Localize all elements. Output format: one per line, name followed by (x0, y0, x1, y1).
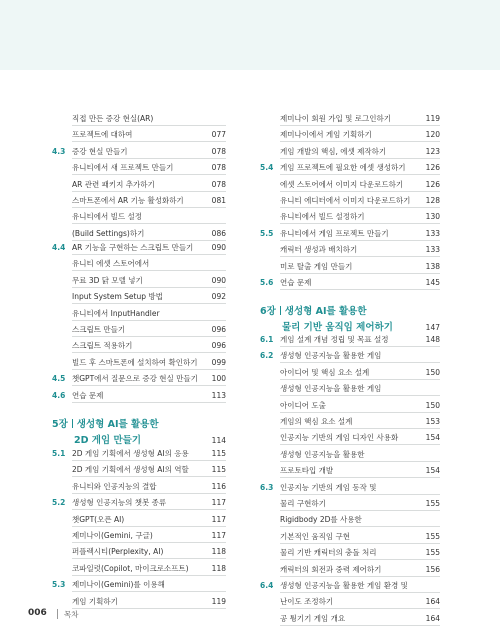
entry-page: 128 (425, 196, 440, 205)
toc-section-entry (260, 349, 440, 363)
entry-page: 118 (211, 547, 226, 557)
toc-entry (260, 546, 440, 560)
section-number: 4.4 (52, 243, 66, 252)
toc-entry (52, 562, 226, 576)
section-number: 6.1 (260, 335, 274, 344)
entry-page: 099 (211, 357, 226, 367)
chapter-heading (260, 304, 367, 320)
toc-entry (260, 595, 440, 609)
entry-page: 154 (425, 433, 440, 443)
entry-title: 유니티에서 새 프로젝트 만들기 (72, 163, 174, 173)
chapter-page: 147 (425, 323, 440, 332)
entry-page: 148 (425, 335, 440, 344)
entry-page: 145 (425, 278, 440, 287)
entry-title: 퍼플렉시티(Perplexity, AI) (72, 547, 164, 557)
toc-entry (260, 194, 440, 208)
section-number: 5.1 (52, 449, 66, 458)
entry-page: 150 (425, 367, 440, 377)
toc-entry (52, 595, 226, 609)
section-number: 4.6 (52, 390, 66, 400)
entry-page: 078 (211, 146, 226, 156)
toc-entry (260, 399, 440, 413)
entry-title: 코파일럿(Copilot, 마이크로소프트) (72, 563, 189, 573)
toc-section-entry (52, 389, 226, 403)
entry-title: 제미나이 회원 가입 및 로그인하기 (280, 114, 391, 123)
entry-title: (Build Settings)하기 (72, 228, 145, 238)
toc-section-entry (52, 578, 226, 592)
entry-title: 빌드 후 스마트폰에 설치하여 확인하기 (72, 357, 198, 367)
entry-page: 117 (211, 531, 226, 540)
chapter-title-line1: 생성형 AI를 활용한 (284, 306, 367, 317)
toc-section-entry (260, 161, 440, 175)
entry-title: 게임 개발의 핵심, 에셋 제작하기 (280, 146, 387, 156)
section-number: 6.2 (260, 351, 274, 361)
entry-title: 유니티에서 InputHandler (72, 308, 160, 318)
toc-entry (52, 112, 226, 126)
entry-page: 126 (425, 163, 440, 173)
entry-page: 164 (425, 597, 440, 607)
toc-entry (52, 480, 226, 494)
entry-title: 스마트폰에서 AR 기능 활성화하기 (72, 196, 184, 205)
entry-title: 생성형 인공지능을 활용한 게임 (280, 351, 382, 361)
entry-page: 155 (425, 548, 440, 558)
entry-title: 제미나이(Gemini, 구글) (72, 531, 153, 540)
entry-page: 096 (211, 325, 226, 334)
entry-title: 스크립트 적용하기 (72, 341, 133, 351)
entry-title: 증강 현실 만들기 (72, 146, 128, 156)
entry-title: 프로토타입 개발 (280, 466, 334, 476)
toc-section-entry (260, 227, 440, 241)
chapter-divider (72, 419, 73, 428)
entry-title: 연습 문제 (72, 390, 104, 400)
entry-title: 인공지능 기반의 게임 디자인 사용화 (280, 433, 399, 443)
entry-title: Rigidbody 2D를 사용한 (280, 515, 362, 525)
entry-page: 090 (211, 275, 226, 285)
entry-page: 133 (425, 245, 440, 255)
toc-entry (52, 227, 226, 241)
entry-page: 116 (211, 481, 226, 491)
toc-section-entry (260, 579, 440, 593)
entry-page: 081 (211, 196, 226, 205)
entry-title: 2D 게임 기획에서 생성형 AI의 응용 (72, 449, 189, 458)
entry-title: AR 관련 패키지 추가하기 (72, 179, 155, 189)
toc-entry (52, 178, 226, 192)
footer-label: 목차 (64, 610, 79, 619)
entry-page: 130 (425, 212, 440, 222)
toc-entry (260, 431, 440, 445)
entry-page: 117 (211, 498, 226, 508)
entry-title: 유니티에서 빌드 설정 (72, 212, 142, 222)
section-number: 5.2 (52, 498, 66, 508)
toc-entry (52, 463, 226, 477)
toc-section-entry (260, 481, 440, 495)
entry-title: 게임 설계 개념 정립 및 목표 설정 (280, 335, 389, 344)
toc-entry (260, 210, 440, 224)
toc-entry (260, 497, 440, 511)
toc-entry (260, 448, 440, 462)
entry-title: 유니티에서 빌드 설정하기 (280, 212, 365, 222)
toc-entry (260, 415, 440, 429)
toc-entry (260, 366, 440, 380)
toc-entry (260, 563, 440, 577)
toc-entry (52, 210, 226, 224)
toc-entry (260, 128, 440, 142)
section-number: 5.4 (260, 163, 274, 173)
entry-title: 인공지능 기반의 게임 동작 및 (280, 482, 377, 492)
toc-entry (52, 161, 226, 175)
section-number: 5.5 (260, 228, 274, 238)
entry-page: 077 (211, 130, 226, 140)
entry-title: 난이도 조정하기 (280, 597, 334, 607)
toc-section-entry (52, 241, 226, 255)
section-number: 6.3 (260, 482, 274, 492)
entry-page: 155 (425, 499, 440, 508)
page-number: 006 (28, 608, 47, 618)
header-band (0, 0, 500, 70)
chapter-label: 6장 (260, 306, 276, 317)
entry-title: 유니티 에셋 스토어에서 (72, 259, 150, 269)
section-number: 5.6 (260, 278, 274, 287)
toc-entry (52, 339, 226, 353)
toc-entry (260, 612, 440, 626)
entry-title: Input System Setup 방법 (72, 292, 163, 302)
toc-entry (52, 194, 226, 208)
toc-entry (52, 529, 226, 543)
chapter-page: 114 (211, 436, 226, 445)
entry-title: 미로 탈출 게임 만들기 (280, 261, 353, 271)
toc-entry (52, 356, 226, 370)
entry-title: 제미나이(Gemini)를 이용해 (72, 580, 165, 590)
footer-divider (57, 609, 58, 619)
entry-title: 공 튕기기 게임 개요 (280, 613, 346, 623)
chapter-title-line1: 생성형 AI를 활용한 (76, 419, 159, 430)
toc-entry (260, 464, 440, 478)
toc-entry (52, 323, 226, 337)
entry-page: 120 (425, 130, 440, 140)
entry-title: 물리 구현하기 (280, 499, 326, 508)
entry-page: 118 (211, 563, 226, 573)
toc-section-entry (52, 496, 226, 510)
entry-title: 유니티에서 게임 프로젝트 만들기 (280, 228, 389, 238)
entry-title: 생성형 인공지능의 챗봇 종류 (72, 498, 167, 508)
toc-entry (52, 274, 226, 288)
entry-page: 153 (425, 417, 440, 426)
entry-page: 113 (211, 390, 226, 400)
entry-page: 155 (425, 531, 440, 541)
section-number: 6.4 (260, 581, 274, 590)
entry-page: 078 (211, 179, 226, 189)
entry-page: 119 (425, 114, 440, 123)
entry-page: 119 (211, 596, 226, 606)
toc-entry (260, 145, 440, 159)
entry-title: 생성형 인공지능을 활용한 게임 환경 및 (280, 581, 408, 590)
toc-entry (52, 257, 226, 271)
toc-entry (52, 128, 226, 142)
chapter-divider (280, 306, 281, 315)
entry-title: 유니티와 인공지능의 결합 (72, 481, 157, 491)
toc-entry (260, 112, 440, 126)
entry-title: 아이디어 및 핵심 요소 설계 (280, 367, 370, 377)
entry-title: 제미나이에서 게임 기획하기 (280, 130, 372, 140)
section-number: 5.3 (52, 580, 66, 590)
toc-entry (260, 243, 440, 257)
toc-entry (52, 545, 226, 559)
entry-page: 150 (425, 400, 440, 410)
toc-section-entry (260, 333, 440, 347)
toc-section-entry (52, 372, 226, 386)
entry-title: 무료 3D 닭 모델 넣기 (72, 275, 143, 285)
toc-entry (260, 260, 440, 274)
toc-entry (52, 290, 226, 304)
entry-page: 123 (425, 146, 440, 156)
entry-page: 100 (211, 374, 226, 384)
entry-page: 078 (211, 163, 226, 173)
entry-title: 게임 기획하기 (72, 596, 118, 606)
entry-page: 117 (211, 514, 226, 524)
entry-title: 게임 프로젝트에 필요한 에셋 생성하기 (280, 163, 406, 173)
entry-title: 캐릭터 생성과 배치하기 (280, 245, 358, 255)
entry-title: AR 기능을 구현하는 스크립트 만들기 (72, 243, 194, 252)
toc-entry (260, 530, 440, 544)
entry-title: 연습 문제 (280, 278, 312, 287)
toc-entry (260, 178, 440, 192)
entry-title: 기본적인 움직임 구현 (280, 531, 350, 541)
entry-title: 직접 만든 증강 현실(AR) (72, 114, 154, 123)
toc-entry (52, 513, 226, 527)
entry-page: 138 (425, 261, 440, 271)
chapter-title-line2: 물리 기반 움직임 제어하기 147 (282, 320, 440, 336)
toc-entry (52, 307, 226, 321)
section-number: 4.3 (52, 146, 66, 156)
entry-title: 게임의 핵심 요소 설계 (280, 417, 353, 426)
entry-page: 115 (211, 449, 226, 458)
entry-title: 스크립트 만들기 (72, 325, 126, 334)
toc-entry (260, 382, 440, 396)
entry-page: 096 (211, 341, 226, 351)
toc-section-entry (52, 447, 226, 461)
entry-page: 154 (425, 466, 440, 476)
entry-page: 115 (211, 465, 226, 475)
entry-title: 물리 기반 캐릭터의 충돌 처리 (280, 548, 377, 558)
entry-title: 에셋 스토어에서 이미지 다운로드하기 (280, 179, 404, 189)
entry-page: 090 (211, 243, 226, 252)
entry-page: 133 (425, 228, 440, 238)
toc-section-entry (52, 145, 226, 159)
chapter-label: 5장 (52, 419, 68, 430)
entry-title: 챗GPT(오픈 AI) (72, 514, 125, 524)
chapter-title-line2: 2D 게임 만들기 114 (74, 433, 226, 449)
entry-title: 챗GPT에서 질문으로 증강 현실 만들기 (72, 374, 198, 384)
entry-page: 126 (425, 179, 440, 189)
entry-title: 생성형 인공지능을 활용한 (280, 449, 365, 459)
entry-page: 156 (425, 564, 440, 574)
entry-page: 164 (425, 613, 440, 623)
entry-page: 092 (211, 292, 226, 302)
chapter-heading (52, 417, 159, 433)
entry-title: 아이디어 도출 (280, 400, 326, 410)
entry-title: 유니티 에디터에서 이미지 다운로드하기 (280, 196, 411, 205)
section-number: 4.5 (52, 374, 66, 384)
entry-title: 2D 게임 기획에서 생성형 AI의 역할 (72, 465, 189, 475)
entry-title: 생성형 인공지능을 활용한 게임 (280, 384, 382, 394)
toc-section-entry (260, 276, 440, 290)
entry-title: 캐릭터의 회전과 중력 제어하기 (280, 564, 382, 574)
entry-page: 086 (211, 228, 226, 238)
toc-entry (260, 513, 440, 527)
entry-title: 프로젝트에 대하여 (72, 130, 133, 140)
